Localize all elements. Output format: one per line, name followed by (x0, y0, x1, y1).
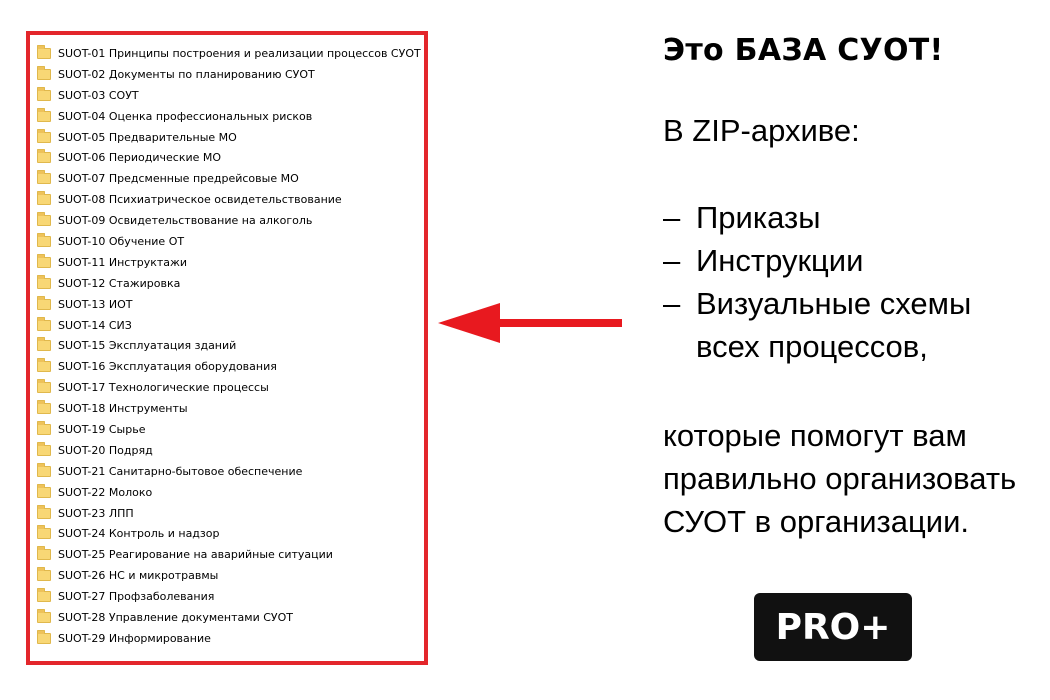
folder-label: SUOT-17 Технологические процессы (58, 381, 269, 395)
folder-icon (37, 508, 51, 519)
folder-icon (37, 194, 51, 205)
dash-marker: – (663, 243, 681, 278)
folder-label: SUOT-04 Оценка профессиональных рисков (58, 109, 313, 123)
folder-item[interactable] (37, 419, 424, 440)
bullet-instructions (663, 239, 971, 282)
folder-item[interactable] (37, 189, 424, 210)
folder-icon (37, 340, 51, 351)
folder-icon (37, 549, 51, 560)
zip-archive-label: В ZIP-архиве: (663, 113, 860, 148)
folder-icon (37, 111, 51, 122)
left-arrow-icon (438, 301, 624, 347)
folder-label: SUOT-25 Реагирование на аварийные ситуации (58, 548, 333, 562)
bullet-text: Инструкции (696, 243, 864, 278)
folder-item[interactable] (37, 106, 424, 127)
folder-label: SUOT-07 Предсменные предрейсовые МО (58, 172, 299, 186)
headline: Это БАЗА СУОТ! (663, 33, 944, 68)
folder-label: SUOT-29 Информирование (58, 631, 211, 645)
folder-item[interactable] (37, 315, 424, 336)
folder-item[interactable] (37, 64, 424, 85)
folder-item[interactable] (37, 523, 424, 544)
pro-plus-badge: PRO+ (754, 593, 912, 661)
folder-label: SUOT-15 Эксплуатация зданий (58, 339, 237, 353)
folder-label: SUOT-22 Молоко (58, 485, 153, 499)
bullet-orders (663, 196, 971, 239)
folder-icon (37, 152, 51, 163)
folder-item[interactable] (37, 607, 424, 628)
folder-item[interactable] (37, 273, 424, 294)
folder-icon (37, 90, 51, 101)
folder-item[interactable] (37, 43, 424, 64)
folder-icon (37, 257, 51, 268)
folder-item[interactable] (37, 127, 424, 148)
folder-icon (37, 528, 51, 539)
folder-item[interactable] (37, 231, 424, 252)
folder-label: SUOT-02 Документы по планированию СУОТ (58, 67, 315, 81)
folder-item[interactable] (37, 294, 424, 315)
bullet-visual-schemes (663, 282, 971, 325)
closing-line: СУОТ в организации. (663, 504, 970, 539)
folder-icon (37, 424, 51, 435)
folder-item[interactable] (37, 565, 424, 586)
folder-item[interactable] (37, 586, 424, 607)
folder-icon (37, 278, 51, 289)
folder-label: SUOT-28 Управление документами СУОТ (58, 610, 293, 624)
folder-item[interactable] (37, 544, 424, 565)
dash-marker: – (663, 286, 681, 321)
folder-icon (37, 48, 51, 59)
folder-icon (37, 570, 51, 581)
folder-label: SUOT-27 Профзаболевания (58, 590, 215, 604)
folder-item[interactable] (37, 85, 424, 106)
folder-icon (37, 173, 51, 184)
folder-icon (37, 69, 51, 80)
folder-item[interactable] (37, 398, 424, 419)
folder-list (30, 35, 424, 649)
folder-icon (37, 299, 51, 310)
folder-item[interactable] (37, 503, 424, 524)
bullet-continuation (663, 325, 971, 368)
folder-label: SUOT-08 Психиатрическое освидетельствование (58, 193, 342, 207)
folder-icon (37, 591, 51, 602)
bullet-text: всех процессов, (696, 329, 928, 364)
folder-icon (37, 466, 51, 477)
folder-label: SUOT-18 Инструменты (58, 402, 188, 416)
closing-line: которые помогут вам (663, 418, 967, 453)
folder-label: SUOT-14 СИЗ (58, 318, 132, 332)
folder-label: SUOT-06 Периодические МО (58, 151, 222, 165)
folder-item[interactable] (37, 252, 424, 273)
folder-icon (37, 361, 51, 372)
folder-label: SUOT-20 Подряд (58, 443, 153, 457)
folder-label: SUOT-11 Инструктажи (58, 255, 188, 269)
contents-list (663, 196, 971, 368)
folder-label: SUOT-16 Эксплуатация оборудования (58, 360, 277, 374)
folder-icon (37, 215, 51, 226)
folder-item[interactable] (37, 210, 424, 231)
closing-line: правильно организовать (663, 461, 1017, 496)
folder-item[interactable] (37, 482, 424, 503)
folder-label: SUOT-23 ЛПП (58, 506, 134, 520)
folder-label: SUOT-05 Предварительные МО (58, 130, 237, 144)
folder-item[interactable] (37, 335, 424, 356)
folder-icon (37, 633, 51, 644)
folder-item[interactable] (37, 440, 424, 461)
folder-icon (37, 487, 51, 498)
folder-label: SUOT-19 Сырье (58, 422, 146, 436)
folder-label: SUOT-01 Принципы построения и реализации процессов СУОТ (58, 46, 421, 60)
dash-marker: – (663, 200, 681, 235)
folder-item[interactable] (37, 461, 424, 482)
folder-icon (37, 445, 51, 456)
folder-label: SUOT-03 СОУТ (58, 88, 139, 102)
folder-icon (37, 403, 51, 414)
folder-icon (37, 132, 51, 143)
folder-icon (37, 320, 51, 331)
bullet-text: Приказы (696, 200, 821, 235)
folder-label: SUOT-12 Стажировка (58, 276, 181, 290)
folder-item[interactable] (37, 356, 424, 377)
folder-item[interactable] (37, 377, 424, 398)
folder-label: SUOT-21 Санитарно-бытовое обеспечение (58, 464, 303, 478)
folder-item[interactable] (37, 628, 424, 649)
folder-item[interactable] (37, 168, 424, 189)
folder-list-panel (26, 31, 428, 665)
folder-icon (37, 612, 51, 623)
folder-icon (37, 382, 51, 393)
folder-label: SUOT-26 НС и микротравмы (58, 569, 219, 583)
folder-icon (37, 236, 51, 247)
folder-label: SUOT-24 Контроль и надзор (58, 527, 220, 541)
folder-label: SUOT-09 Освидетельствование на алкоголь (58, 214, 313, 228)
folder-label: SUOT-13 ИОТ (58, 297, 133, 311)
closing-text (663, 414, 1016, 543)
folder-label: SUOT-10 Обучение ОТ (58, 234, 185, 248)
folder-item[interactable] (37, 147, 424, 168)
bullet-text: Визуальные схемы (696, 286, 972, 321)
